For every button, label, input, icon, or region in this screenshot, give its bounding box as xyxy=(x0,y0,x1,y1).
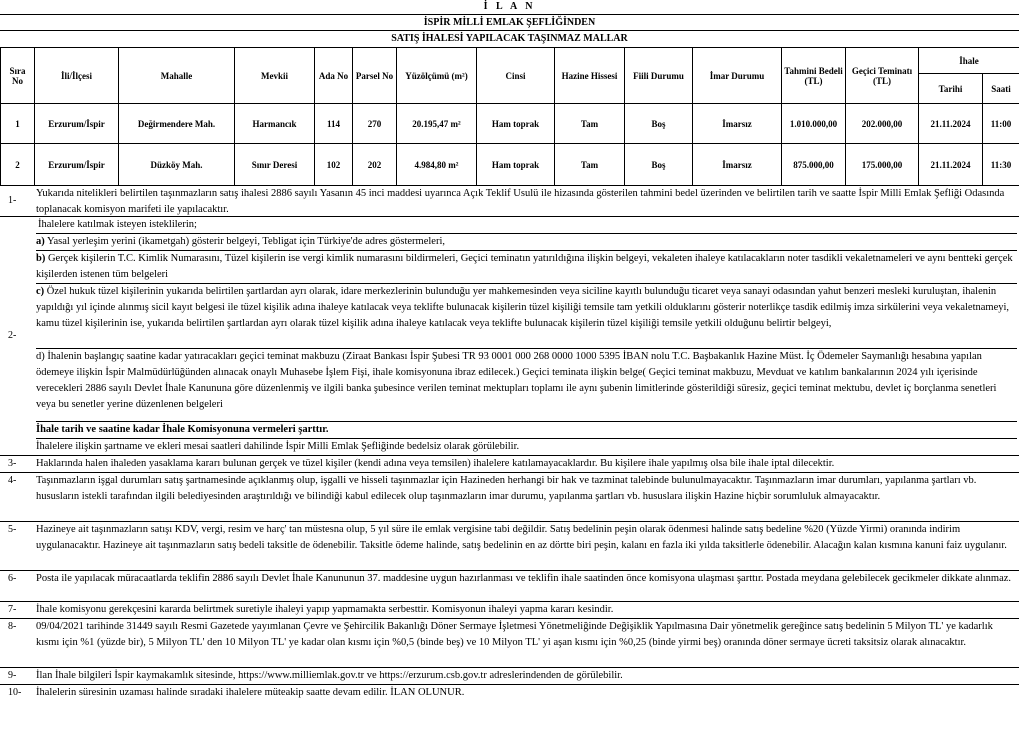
list-item xyxy=(0,473,1019,522)
clause-a: a) Yasal yerleşim yerini (ikametgah) gösterir belgeyi, Tebligat için Türkiye'de adres göstermeleri, xyxy=(36,234,1017,251)
list-item xyxy=(0,186,1019,217)
cell-imar: İmarsız xyxy=(693,144,782,186)
cell-teminat: 202.000,00 xyxy=(846,104,919,144)
col-header-fiili: Fiili Durumu xyxy=(625,48,693,104)
item-text: İhale komisyonu gerekçesini kararda belirtmek suretiyle ihaleyi yapıp yapmamakta serbesttir. Komisyonun ihaleyi yapma kararı kesindir. xyxy=(34,602,1019,619)
cell-ada: 102 xyxy=(315,144,353,186)
cell-no: 1 xyxy=(1,104,35,144)
intro-text: İhalelere katılmak isteyen isteklilerin; xyxy=(36,217,1017,234)
list-item xyxy=(0,668,1019,685)
item-text: Yukarıda nitelikleri belirtilen taşınmazların satış ihalesi 2886 sayılı Yasanın 45 inci maddesi uyarınca Açık Teklif Usulü ile hizasında gösterilen tahmini bedel üzerinden ve belirtilen tarih ve saatte İspir Milli Emlak Şefliği Odasında toplanacak komisyon marifeti ile yapılacaktır. xyxy=(36,188,1005,215)
cell-tarih: 21.11.2024 xyxy=(919,144,983,186)
cell-mahalle: Değirmendere Mah. xyxy=(119,104,235,144)
list-item xyxy=(0,619,1019,668)
cell-saat: 11:30 xyxy=(983,144,1019,186)
col-header-bedel: Tahmini Bedeli (TL) xyxy=(782,48,846,104)
col-header-hazine: Hazine Hissesi xyxy=(555,48,625,104)
cell-mahalle: Düzköy Mah. xyxy=(119,144,235,186)
cell-ilce: Erzurum/İspir xyxy=(35,104,119,144)
spec-text: İhalelere ilişkin şartname ve ekleri mesai saatleri dahilinde İspir Milli Emlak Şefliğinde bedelsiz olarak görülebilir. xyxy=(36,441,520,452)
list-item xyxy=(0,602,1019,619)
col-header-saat: Saati xyxy=(983,74,1019,104)
cell-fiili: Boş xyxy=(625,104,693,144)
cell-hazine: Tam xyxy=(555,104,625,144)
table-title: SATIŞ İHALESİ YAPILACAK TAŞINMAZ MALLAR xyxy=(391,33,628,44)
list-item xyxy=(0,522,1019,571)
cell-mevkii: Harmancık xyxy=(235,104,315,144)
item-text: Taşınmazların işgal durumları satış şartnamesinde açıklanmış olup, işgalli ve hisseli taşınmazlar için Hazineden herhangi bir hak ve tazminat talebinde bulunulmayacaktır. Taşınmazların imar durumları, yapılanma şartları vb. hususların istekli tarafından ilgili belediyesinden araştırıldığı ve bilindiği kabul edilecek olup taşınmazların imar durumu, yapılanma şartları vb. hususlara ilişkin Hazine hiçbir sorumluluk almayacaktır. xyxy=(34,473,1019,522)
table-row xyxy=(1,144,1019,186)
col-header-teminat: Geçici Teminatı (TL) xyxy=(846,48,919,104)
item-number: 1- xyxy=(8,195,17,206)
cell-no: 2 xyxy=(1,144,35,186)
list-item xyxy=(0,685,1019,702)
col-header-ihale: İhale xyxy=(919,48,1019,74)
item-number: 7- xyxy=(0,602,34,619)
item-number: 10- xyxy=(0,685,34,702)
cell-ilce: Erzurum/İspir xyxy=(35,144,119,186)
cell-ada: 114 xyxy=(315,104,353,144)
cell-yuzolcumu: 20.195,47 m² xyxy=(397,104,477,144)
cell-parsel: 202 xyxy=(353,144,397,186)
cell-yuzolcumu: 4.984,80 m² xyxy=(397,144,477,186)
item-text: Hazineye ait taşınmazların satışı KDV, vergi, resim ve harç' tan müstesna olup, 5 yıl süre ile emlak vergisine tabi değildir. Satış bedelinin peşin olarak ödenmesi halinde satış bedeline %20 (Yüzde Yirmi) oranında indirim uygulanacaktır. Hazineye ait taşınmazların satış bedeli taksitle de ödenebilir. Taksitle ödeme halinde, satış bedelinin en az dörtte biri peşin, kalanı en fazla iki yılda taksitlerle ödenebilir. Alacağın kalan kısmına kanuni faiz uygulanır. xyxy=(34,522,1019,571)
cell-imar: İmarsız xyxy=(693,104,782,144)
clause-d: d) İhalenin başlangıç saatine kadar yatıracakları geçici teminat makbuzu (Ziraat Bankası İspir Şubesi TR 93 0001 000 268 0000 1000 5395 İBAN nolu T.C. Başbakanlık Hazine Müst. İç Ödemeler Saymanlığı hesabına yapılan ödemeye ilişkin İspir Malmüdürlüğünden alınacak onaylı Muhasebe İşlem Fişi, ihale komisyonuna ibraz edilecek.) Geçici teminata ilişkin belge( Geçici teminat makbuzu, Mevduat ve katılım bankalarının 2024 yılı içerisinde verecekleri 2886 sayılı Devlet İhale Kanununa göre düzenlenmiş ve ilgili banka şubesince verilen teminat mektupları toplamı ile aynı şubenin limitlerinde gösterildiği süresiz, geçici teminat mektubu, devlet iç borçlanma senetleri veya bu senetler yerine düzenlenen belgeleri xyxy=(36,349,1017,422)
item-text xyxy=(34,217,1019,456)
cell-fiili: Boş xyxy=(625,144,693,186)
list-item xyxy=(0,456,1019,473)
cell-bedel: 875.000,00 xyxy=(782,144,846,186)
item-text: 09/04/2021 tarihinde 31449 sayılı Resmi Gazetede yayımlanan Çevre ve Şehircilik Bakanlığı Döner Sermaye İşletmesi Yönetmeliğinde Değişiklik Yapılmasına Dair yönetmelik gereğince satış bedelinin 5 Milyon TL' ye kadarlık kısmı için %1 (yüzde bir), 5 Milyon TL' den 10 Milyon TL' ye kadar olan kısmı için %0,5 (binde beş) ve 10 Milyon TL' yi aşan kısmı için %0,25 (binde yirmi beş) oranında döner sermaye ücreti taksitsiz olarak alınacaktır. xyxy=(34,619,1019,668)
col-header-imar: İmar Durumu xyxy=(693,48,782,104)
cell-hazine: Tam xyxy=(555,144,625,186)
deadline-text: İhale tarih ve saatine kadar İhale Komisyonuna vermeleri şarttır. xyxy=(36,422,1017,439)
col-header-cinsi: Cinsi xyxy=(477,48,555,104)
office-title: İSPİR MİLLİ EMLAK ŞEFLİĞİNDEN xyxy=(0,15,1019,31)
item-text: Posta ile yapılacak müracaatlarda teklifin 2886 sayılı Devlet İhale Kanununun 37. maddesine uygun hazırlanması ve teklifin ihale saatinden önce komisyona ulaşması şarttır. Postada meydana gelebilecek gecikmeler dikkate alınmaz. xyxy=(34,571,1019,602)
table-row xyxy=(1,104,1019,144)
clause-c: c) Özel hukuk tüzel kişilerinin yukarıda belirtilen şartlardan ayrı olarak, idare merkezlerinin bulunduğu yer mahkemesinden veya siciline kayıtlı bulunduğu ticaret veya sanayi odasından yahut benzeri mesleki kuruluştan, ihalenin yapıldığı yıl içinde alınmış sicil kayıt belgesi ile tüzel kişilik adına ihaleye katılacak veya teklifte bulunacak kişilerin tüzel kişiliği temsile tam yetkili olduklarını gösterir noterlikçe tasdik edilmiş imza sirkülerini veya vekaletnameyi, kamu tüzel kişilerinin ise, yukarıda belirtilen şartlardan ayrı olarak tüzel kişilik adına ihaleye katılacak veya teklifte bulunacak kişilerin tüzel kişiliği temsile yetkili olduğunu belirtir belgeyi, xyxy=(36,284,1017,349)
list-item xyxy=(0,217,1019,456)
col-header-mahalle: Mahalle xyxy=(119,48,235,104)
conditions-list xyxy=(0,186,1019,701)
item-number: 6- xyxy=(0,571,34,602)
item-text: Haklarında halen ihaleden yasaklama kararı bulunan gerçek ve tüzel kişiler (kendi adına veya temsilen) ihalelere katılamayacaklardır. Bu kişilere ihale yapılmış olsa bile ihale iptal dilecektir. xyxy=(34,456,1019,473)
cell-bedel: 1.010.000,00 xyxy=(782,104,846,144)
page-title: İ L A N xyxy=(0,0,1019,15)
col-header-mevkii: Mevkii xyxy=(235,48,315,104)
item-number: 3- xyxy=(0,456,34,473)
cell-tarih: 21.11.2024 xyxy=(919,104,983,144)
col-header-ilce: İli/İlçesi xyxy=(35,48,119,104)
item-number: 4- xyxy=(0,473,34,522)
list-item xyxy=(0,571,1019,602)
property-table xyxy=(0,47,1019,186)
col-header-parsel: Parsel No xyxy=(353,48,397,104)
item-number: 9- xyxy=(0,668,34,685)
col-header-ada: Ada No xyxy=(315,48,353,104)
item-text: İhalelerin süresinin uzaması halinde sıradaki ihalelere müteakip saatte devam edilir. İLAN OLUNUR. xyxy=(34,685,1019,702)
cell-saat: 11:00 xyxy=(983,104,1019,144)
cell-cinsi: Ham toprak xyxy=(477,104,555,144)
item-number: 2- xyxy=(0,217,34,456)
item-number: 5- xyxy=(0,522,34,571)
col-header-yuzolcumu: Yüzölçümü (m²) xyxy=(397,48,477,104)
item-text: İlan İhale bilgileri İspir kaymakamlık sitesinde, https://www.milliemlak.gov.tr ve https://erzurum.csb.gov.tr adreslerindenden de görülebilir. xyxy=(34,668,1019,685)
col-header-sira: Sıra No xyxy=(1,48,35,104)
clause-b: b) Gerçek kişilerin T.C. Kimlik Numarasını, Tüzel kişilerin ise vergi kimlik numarasını bildirmeleri, Geçici teminatın yatırıldığına ilişkin belgeyi, vekaleten ihaleye katılacakların noter tasdikli vekaletnameleri ve aynı bentteki gerçek kişilerden istenen tüm belgeleri xyxy=(36,251,1017,284)
cell-teminat: 175.000,00 xyxy=(846,144,919,186)
item-number: 8- xyxy=(0,619,34,668)
cell-mevkii: Sınır Deresi xyxy=(235,144,315,186)
cell-cinsi: Ham toprak xyxy=(477,144,555,186)
col-header-tarih: Tarihi xyxy=(919,74,983,104)
cell-parsel: 270 xyxy=(353,104,397,144)
